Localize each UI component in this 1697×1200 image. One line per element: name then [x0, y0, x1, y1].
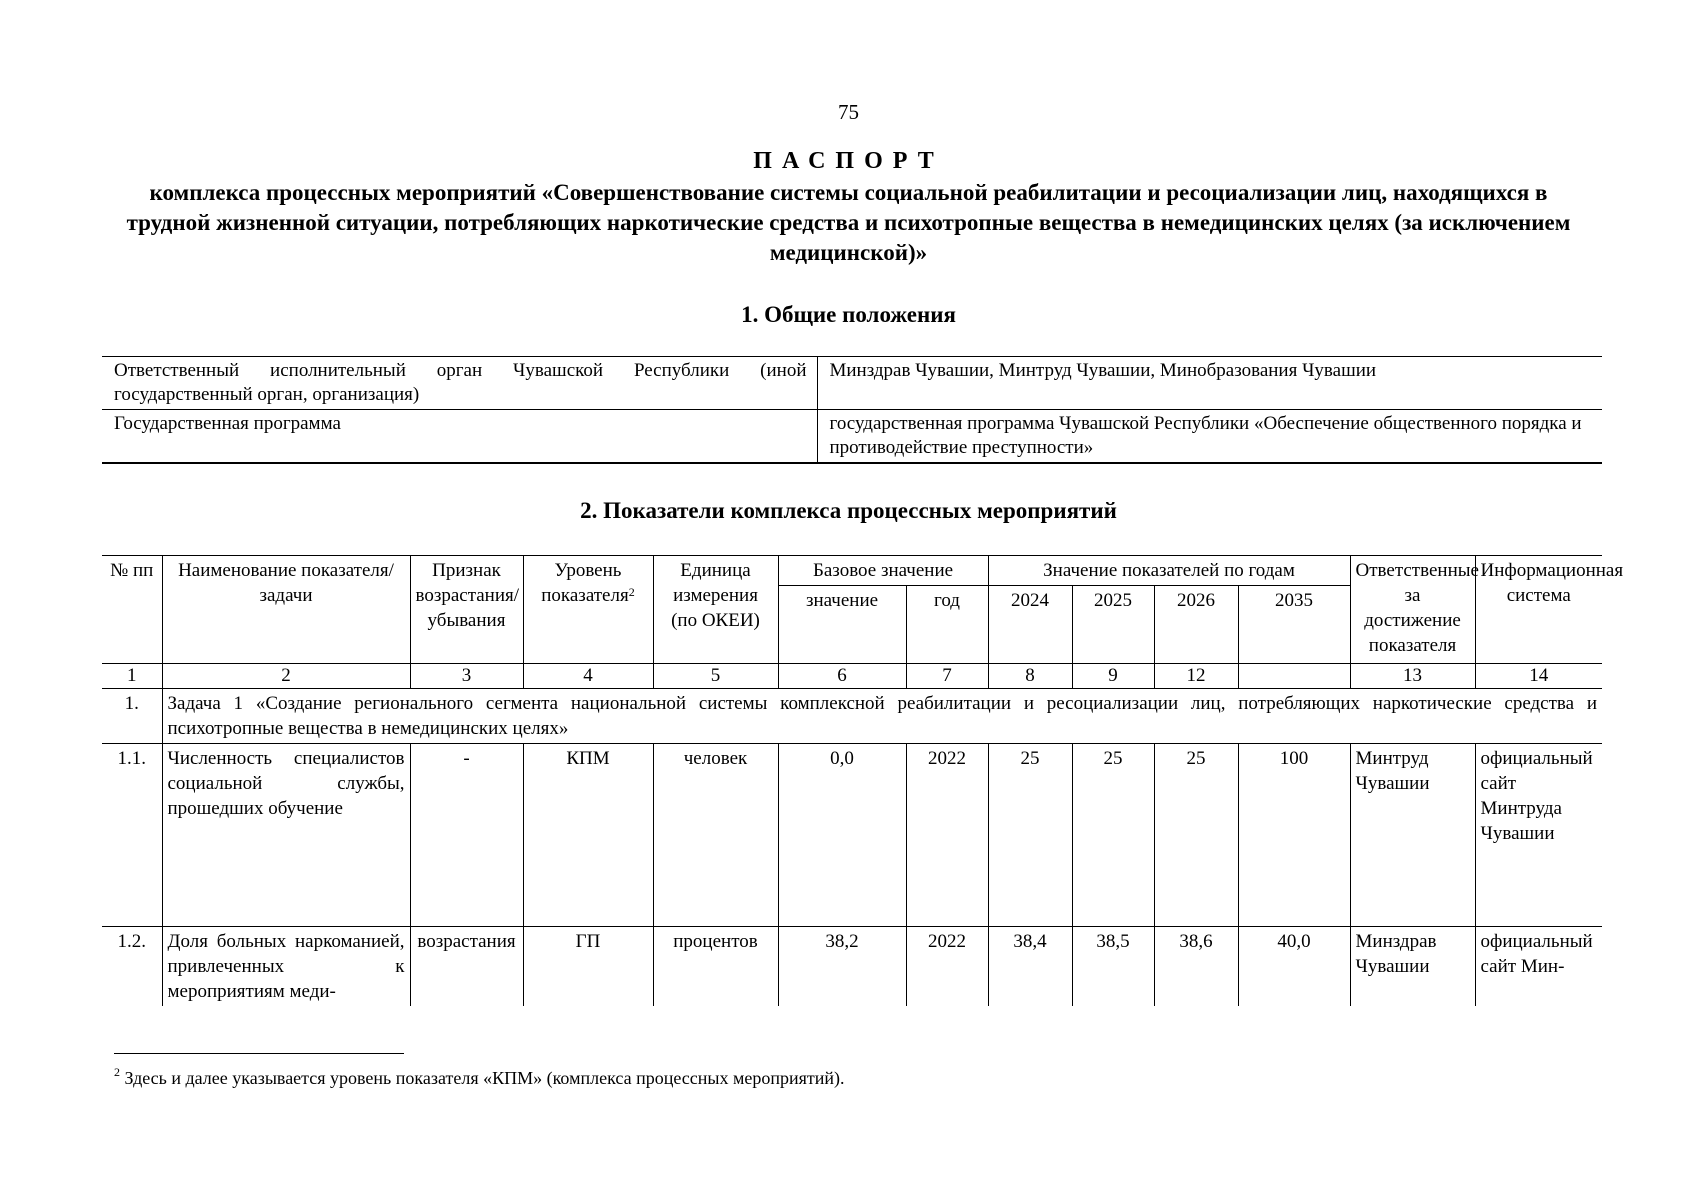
document-title: ПАСПОРТ: [753, 148, 944, 174]
value-2025: 25: [1072, 744, 1154, 927]
header-base-value: значение: [778, 586, 906, 664]
base-year: 2022: [906, 744, 988, 927]
indicator-level: КПМ: [523, 744, 653, 927]
header-year-2025: 2025: [1072, 586, 1154, 664]
value-2024: 38,4: [988, 927, 1072, 1007]
table-row: [102, 410, 1602, 464]
column-number: 7: [906, 664, 988, 689]
column-number: 14: [1475, 664, 1602, 689]
column-number: 6: [778, 664, 906, 689]
header-level: Уровень показателя$^2$: [523, 556, 653, 664]
indicators-table: [102, 555, 1624, 1006]
base-value: 0,0: [778, 744, 906, 927]
section-1-heading: 1. Общие положения: [741, 302, 956, 327]
row-num: 1.2.: [102, 927, 162, 1007]
indicator-unit: человек: [653, 744, 778, 927]
value-2026: 38,6: [1154, 927, 1238, 1007]
header-responsible: Ответственные за достижение показателя: [1350, 556, 1475, 664]
task-num: 1.: [102, 689, 162, 744]
general-value: государственная программа Чувашской Республики «Обеспечение общественного порядка и противодействие преступности»: [817, 410, 1602, 464]
footnote-text: Здесь и далее указывается уровень показателя «КПМ» (комплекса процессных мероприятий).: [120, 1068, 845, 1088]
row-num: 1.1.: [102, 744, 162, 927]
task-text: Задача 1 «Создание регионального сегмента национальной системы комплексной реабилитации и ресоциализации лиц, потребляющих наркотические средства и психотропные вещества в немедицинских целях»: [162, 689, 1602, 744]
indicator-unit: процентов: [653, 927, 778, 1007]
header-name: Наименование показателя/задачи: [162, 556, 410, 664]
footnote-ref: 2: [628, 585, 635, 599]
column-number: 1: [102, 664, 162, 689]
document-subtitle: комплекса процессных мероприятий «Совершенствование системы социальной реабилитации и ресоциализации лиц, находящихся в трудной жизненной ситуации, потребляющих наркотические средства и психотропные вещества в немедицинских целях (за исключением медицинской)»: [126, 180, 1571, 265]
column-number: 8: [988, 664, 1072, 689]
column-number: 4: [523, 664, 653, 689]
footnote-separator: [114, 1053, 404, 1054]
responsible: Минздрав Чувашии: [1350, 927, 1475, 1007]
indicator-name: Численность специалистов социальной службы, прошедших обучение: [162, 744, 410, 927]
footnote: [114, 1065, 845, 1089]
header-year-2026: 2026: [1154, 586, 1238, 664]
base-value: 38,2: [778, 927, 906, 1007]
info-system: официальный сайт Мин-: [1475, 927, 1602, 1007]
responsible: Минтруд Чувашии: [1350, 744, 1475, 927]
header-info: Информационная система: [1475, 556, 1602, 664]
table-row: [102, 744, 1602, 927]
indicator-level: ГП: [523, 927, 653, 1007]
column-number: [1238, 664, 1350, 689]
column-numbers-row: [102, 664, 1602, 689]
header-trend: Признак возрастания/убывания: [410, 556, 523, 664]
header-base: Базовое значение: [778, 556, 988, 586]
general-label: Ответственный исполнительный орган Чувашской Республики (иной государственный орган, организация): [102, 357, 817, 410]
column-number: 9: [1072, 664, 1154, 689]
column-number: 2: [162, 664, 410, 689]
value-2026: 25: [1154, 744, 1238, 927]
value-2025: 38,5: [1072, 927, 1154, 1007]
column-number: 3: [410, 664, 523, 689]
general-label: Государственная программа: [102, 410, 817, 464]
table-row: [102, 927, 1602, 1007]
header-years-group: Значение показателей по годам: [988, 556, 1350, 586]
task-row: [102, 689, 1602, 744]
indicator-trend: возрастания: [410, 927, 523, 1007]
indicator-trend: -: [410, 744, 523, 927]
header-num: № пп: [102, 556, 162, 664]
header-base-year: год: [906, 586, 988, 664]
header-year-2035: 2035: [1238, 586, 1350, 664]
info-system: официальный сайт Минтруда Чувашии: [1475, 744, 1602, 927]
table-header-row: [102, 556, 1602, 586]
footnote-mark: 2: [114, 1065, 120, 1079]
page-number: 75: [838, 100, 859, 124]
section-2-heading: 2. Показатели комплекса процессных мероприятий: [580, 498, 1117, 523]
header-year-2024: 2024: [988, 586, 1072, 664]
value-2024: 25: [988, 744, 1072, 927]
general-provisions-table: [102, 356, 1602, 464]
header-unit: Единица измерения (по ОКЕИ): [653, 556, 778, 664]
value-2035: 40,0: [1238, 927, 1350, 1007]
column-number: 5: [653, 664, 778, 689]
table-row: [102, 357, 1602, 410]
column-number: 13: [1350, 664, 1475, 689]
base-year: 2022: [906, 927, 988, 1007]
column-number: 12: [1154, 664, 1238, 689]
indicator-name: Доля больных наркоманией, привлеченных к мероприятиям меди-: [162, 927, 410, 1007]
value-2035: 100: [1238, 744, 1350, 927]
general-value: Минздрав Чувашии, Минтруд Чувашии, Минобразования Чувашии: [817, 357, 1602, 410]
